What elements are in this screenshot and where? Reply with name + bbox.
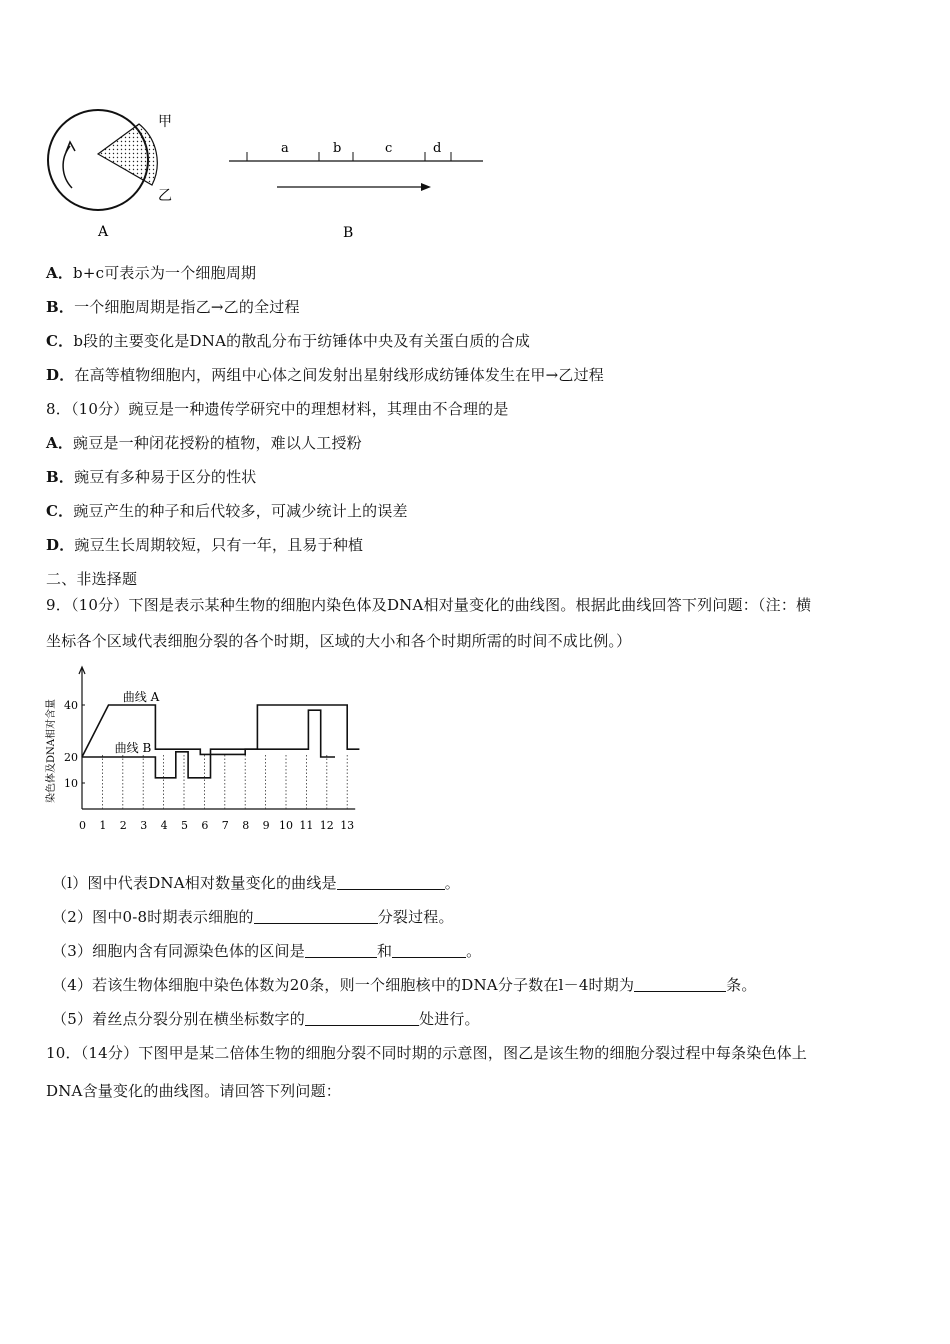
q7-option-d: D．在高等植物细胞内，两组中心体之间发射出星射线形成纺锤体发生在甲→乙过程 xyxy=(46,366,604,384)
label-jia: 甲 xyxy=(158,114,172,130)
q9-sub5: （5）着丝点分裂分别在横坐标数字的 处进行。 xyxy=(52,1010,480,1028)
section-title: 二、非选择题 xyxy=(46,570,138,588)
figure-b-segments xyxy=(225,135,490,245)
x-tick-label: 0 xyxy=(79,819,86,832)
answer-blank[interactable] xyxy=(392,943,466,958)
q7-option-a: A．b+c可表示为一个细胞周期 xyxy=(46,264,257,282)
cycle-arrow xyxy=(63,146,72,188)
x-tick-label: 2 xyxy=(119,819,127,832)
seg-a: a xyxy=(281,141,289,156)
label-yi: 乙 xyxy=(158,188,172,204)
series-label-b: 曲线 B xyxy=(114,740,152,755)
arrow-head xyxy=(66,142,75,152)
q8-option-c: C．豌豆产生的种子和后代较多，可减少统计上的误差 xyxy=(46,502,408,520)
seg-c: c xyxy=(385,141,393,156)
seg-b: b xyxy=(333,141,342,156)
x-tick-label: 11 xyxy=(299,819,314,832)
x-tick-label: 7 xyxy=(221,819,229,832)
q8-option-b: B．豌豆有多种易于区分的性状 xyxy=(46,468,257,486)
series-label-a: 曲线 A xyxy=(122,690,160,705)
q8-option-a: A．豌豆是一种闭花授粉的植物，难以人工授粉 xyxy=(46,434,362,452)
figure-a-caption: A xyxy=(98,224,109,240)
x-tick-label: 3 xyxy=(140,819,148,832)
x-tick-label: 4 xyxy=(160,819,168,832)
q9-sub1: （l）图中代表DNA相对数量变化的曲线是 。 xyxy=(52,874,460,892)
q7-option-c: C．b段的主要变化是DNA的散乱分布于纺锤体中央及有关蛋白质的合成 xyxy=(46,332,531,350)
direction-arrow-head xyxy=(421,183,431,191)
y-tick-label: 40 xyxy=(64,699,78,712)
q7-option-b: B．一个细胞周期是指乙→乙的全过程 xyxy=(46,298,300,316)
figure-b-caption: B xyxy=(343,225,354,241)
q8-option-d: D．豌豆生长周期较短，只有一年，且易于种植 xyxy=(46,536,364,554)
x-tick-label: 6 xyxy=(201,819,209,832)
y-axis-label: 染色体及DNA相对含量 xyxy=(46,699,57,803)
q9-stem-line1: 9．（10分）下图是表示某种生物的细胞内染色体及DNA相对量变化的曲线图。根据此曲线回答下列问题：（注：横 xyxy=(46,596,812,614)
answer-blank[interactable] xyxy=(305,1011,419,1026)
x-tick-label: 9 xyxy=(262,819,270,832)
x-tick-label: 13 xyxy=(340,819,355,832)
q9-chart xyxy=(44,664,364,840)
x-tick-label: 8 xyxy=(242,819,250,832)
q9-sub3: （3）细胞内含有同源染色体的区间是 和 。 xyxy=(52,942,482,960)
answer-blank[interactable] xyxy=(305,943,377,958)
x-tick-label: 10 xyxy=(279,819,293,832)
seg-d: d xyxy=(433,141,442,156)
q10-stem-line2: DNA含量变化的曲线图。请回答下列问题： xyxy=(46,1082,341,1100)
x-tick-label: 12 xyxy=(319,819,334,832)
q9-stem-line2: 坐标各个区域代表细胞分裂的各个时期，区域的大小和各个时期所需的时间不成比例。） xyxy=(46,632,632,650)
dotted-sector xyxy=(98,124,157,185)
q9-sub2: （2）图中0-8时期表示细胞的 分裂过程。 xyxy=(52,908,454,926)
y-tick-label: 10 xyxy=(64,777,78,790)
x-tick-label: 1 xyxy=(99,819,107,832)
answer-blank[interactable] xyxy=(634,977,726,992)
answer-blank[interactable] xyxy=(254,909,378,924)
q8-stem: 8．（10分）豌豆是一种遗传学研究中的理想材料，其理由不合理的是 xyxy=(46,400,509,418)
answer-blank[interactable] xyxy=(337,875,445,890)
y-tick-label: 20 xyxy=(64,751,78,764)
x-tick-label: 5 xyxy=(181,819,188,832)
figure-a-cell-cycle xyxy=(40,100,190,245)
q9-sub4: （4）若该生物体细胞中染色体数为20条，则一个细胞核中的DNA分子数在l－4时期为 条。 xyxy=(52,976,757,994)
q10-stem-line1: 10．（14分）下图甲是某二倍体生物的细胞分裂不同时期的示意图，图乙是该生物的细胞分裂过程中每条染色体上 xyxy=(46,1044,808,1062)
